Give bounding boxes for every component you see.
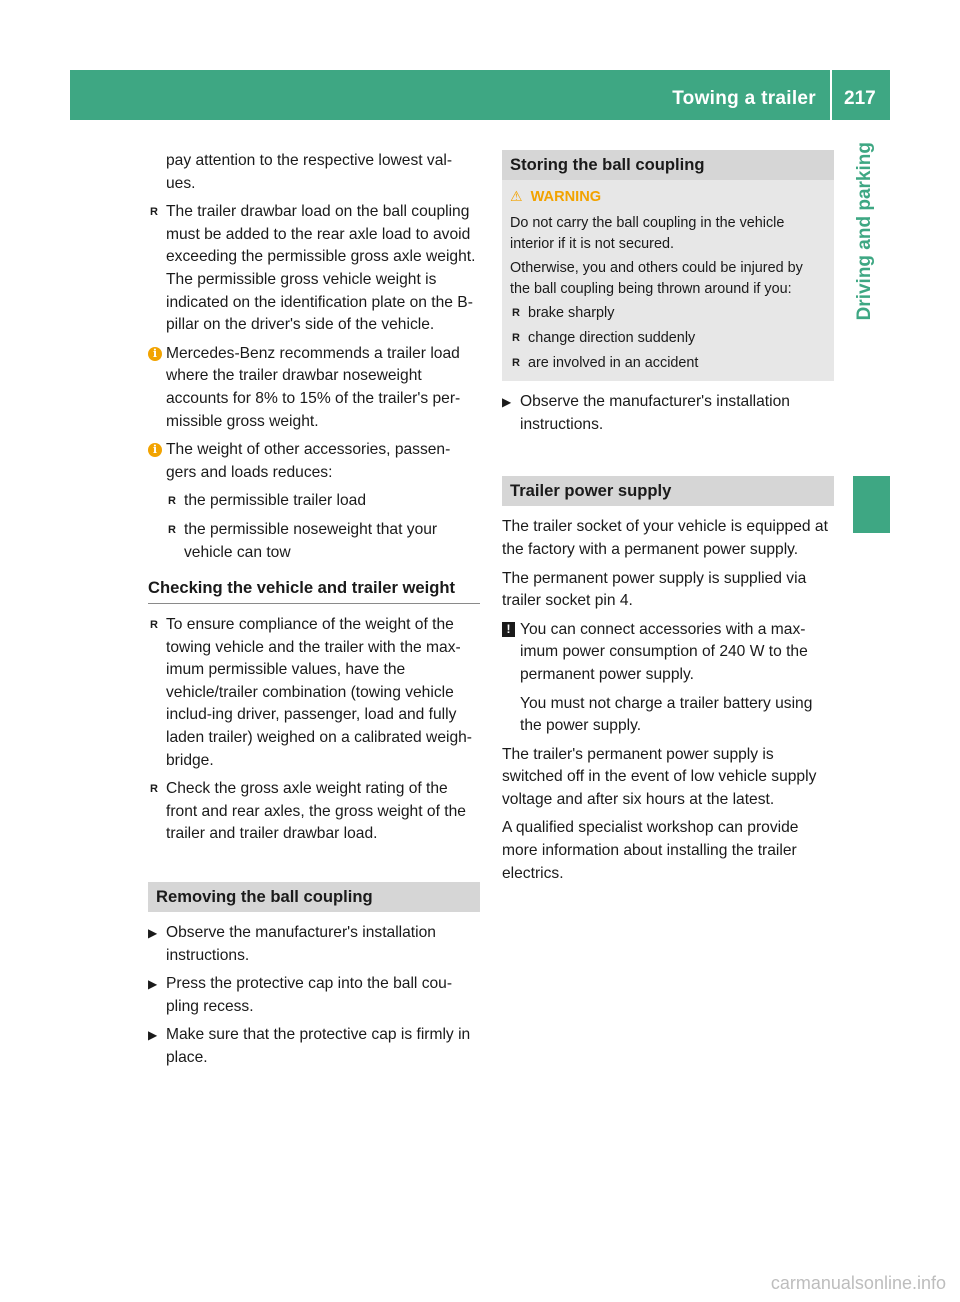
- warning-title-text: WARNING: [530, 189, 602, 205]
- list-item: [166, 490, 480, 513]
- warning-text: Otherwise, you and others could be injured by the ball coupling being thrown around if you:: [510, 260, 803, 297]
- section-title: Towing a trailer: [672, 88, 816, 109]
- info-note: [148, 439, 480, 484]
- warning-triangle-icon: ⚠: [510, 188, 523, 204]
- list-item-text: the permissible noseweight that your vehicle can tow: [184, 520, 438, 561]
- info-note: [148, 343, 480, 433]
- body-text: A qualified specialist workshop can provide more information about installing the trailer electrics.: [502, 819, 799, 882]
- step-arrow-icon: ▶: [148, 1028, 158, 1043]
- section-heading: Storing the ball coupling: [502, 150, 834, 180]
- list-item: [510, 328, 826, 349]
- body-text: The trailer socket of your vehicle is equipped at the factory with a permanent power supply.: [502, 518, 828, 558]
- list-item-text: are involved in an accident: [528, 354, 699, 371]
- step-text: Observe the manufacturer's installation instructions.: [166, 924, 436, 964]
- bullet-marker: R: [512, 356, 520, 369]
- step-item: [148, 922, 480, 967]
- section-heading: Trailer power supply: [502, 476, 834, 506]
- step-arrow-icon: ▶: [502, 395, 512, 410]
- header-bar: [70, 70, 890, 120]
- list-item: [166, 519, 480, 564]
- header-divider: [830, 70, 832, 120]
- bullet-marker: R: [168, 523, 176, 536]
- continued-line-1: pay attention to the respective lowest val-: [166, 152, 453, 169]
- list-item-text: The trailer drawbar load on the ball coupling must be added to the rear axle load to avoid exceeding the permissible gross axle weight. The permissible gross vehicle weight is indicated on the identification plate on the B-pillar on the driver's side of the vehicle.: [166, 203, 476, 334]
- list-item: [148, 778, 480, 846]
- warning-text: Do not carry the ball coupling in the vehicle interior if it is not secured.: [510, 215, 785, 252]
- list-item: [510, 303, 826, 324]
- warning-box: [502, 180, 834, 381]
- body-text: The trailer's permanent power supply is switched off in the event of low vehicle supply voltage and after six hours at the latest.: [502, 745, 817, 808]
- subsection-heading: Checking the vehicle and trailer weight: [148, 576, 480, 604]
- info-icon: i: [148, 443, 162, 457]
- left-column: [148, 150, 480, 1076]
- step-arrow-icon: ▶: [148, 977, 158, 992]
- right-column: [502, 150, 834, 891]
- caution-note-text: You can connect accessories with a max-imum power consumption of 240 W to the permanent power supply.: [520, 620, 808, 683]
- body-text: The permanent power supply is supplied via trailer socket pin 4.: [502, 569, 807, 610]
- bullet-marker: R: [150, 619, 158, 632]
- page-number: 217: [844, 88, 876, 109]
- step-text: Make sure that the protective cap is firmly in place.: [166, 1026, 471, 1066]
- list-item: [148, 614, 480, 772]
- caution-note-text: You must not charge a trailer battery using the power supply.: [520, 694, 813, 735]
- exclamation-icon: !: [502, 622, 515, 637]
- continued-line-2: ues.: [166, 174, 196, 192]
- list-item-text: change direction suddenly: [528, 329, 696, 346]
- list-item-text: To ensure compliance of the weight of the towing vehicle and the trailer with the max-imum permissible values, have the vehicle/trailer combination (towing vehicle includ-ing driver, passenger, load and fully laden trailer) weighed on a calibrated weigh-bridge.: [166, 616, 472, 769]
- chapter-marker: [853, 476, 890, 533]
- info-icon: i: [148, 347, 162, 361]
- step-item: [502, 391, 834, 436]
- chapter-tab-label: Driving and parking: [854, 142, 875, 321]
- step-item: [148, 973, 480, 1018]
- chapter-tab: [840, 120, 890, 465]
- watermark: carmanualsonline.info: [770, 1273, 946, 1293]
- warning-title: [510, 186, 826, 207]
- step-item: [148, 1024, 480, 1069]
- step-text: Press the protective cap into the ball cou-pling recess.: [166, 975, 453, 1015]
- bullet-marker: R: [512, 307, 520, 320]
- bullet-marker: R: [150, 783, 158, 796]
- info-note-text: Mercedes-Benz recommends a trailer load where the trailer drawbar noseweight accounts for 8% to 15% of the trailer's per-missible gross weight.: [166, 344, 461, 430]
- info-note-text: The weight of other accessories, passen-gers and loads reduces:: [166, 441, 451, 481]
- list-item-text: the permissible trailer load: [184, 492, 367, 510]
- section-heading: Removing the ball coupling: [148, 882, 480, 912]
- step-arrow-icon: ▶: [148, 926, 158, 941]
- list-item-text: Check the gross axle weight rating of the front and rear axles, the gross weight of the trailer and trailer drawbar load.: [166, 780, 466, 843]
- list-item: [148, 201, 480, 337]
- list-item: [510, 353, 826, 374]
- continued-text: [148, 150, 480, 195]
- bullet-marker: R: [168, 495, 176, 508]
- list-item-text: brake sharply: [528, 305, 615, 322]
- caution-note: [502, 619, 834, 687]
- bullet-marker: R: [150, 206, 158, 219]
- bullet-marker: R: [512, 331, 520, 344]
- step-text: Observe the manufacturer's installation instructions.: [520, 393, 790, 433]
